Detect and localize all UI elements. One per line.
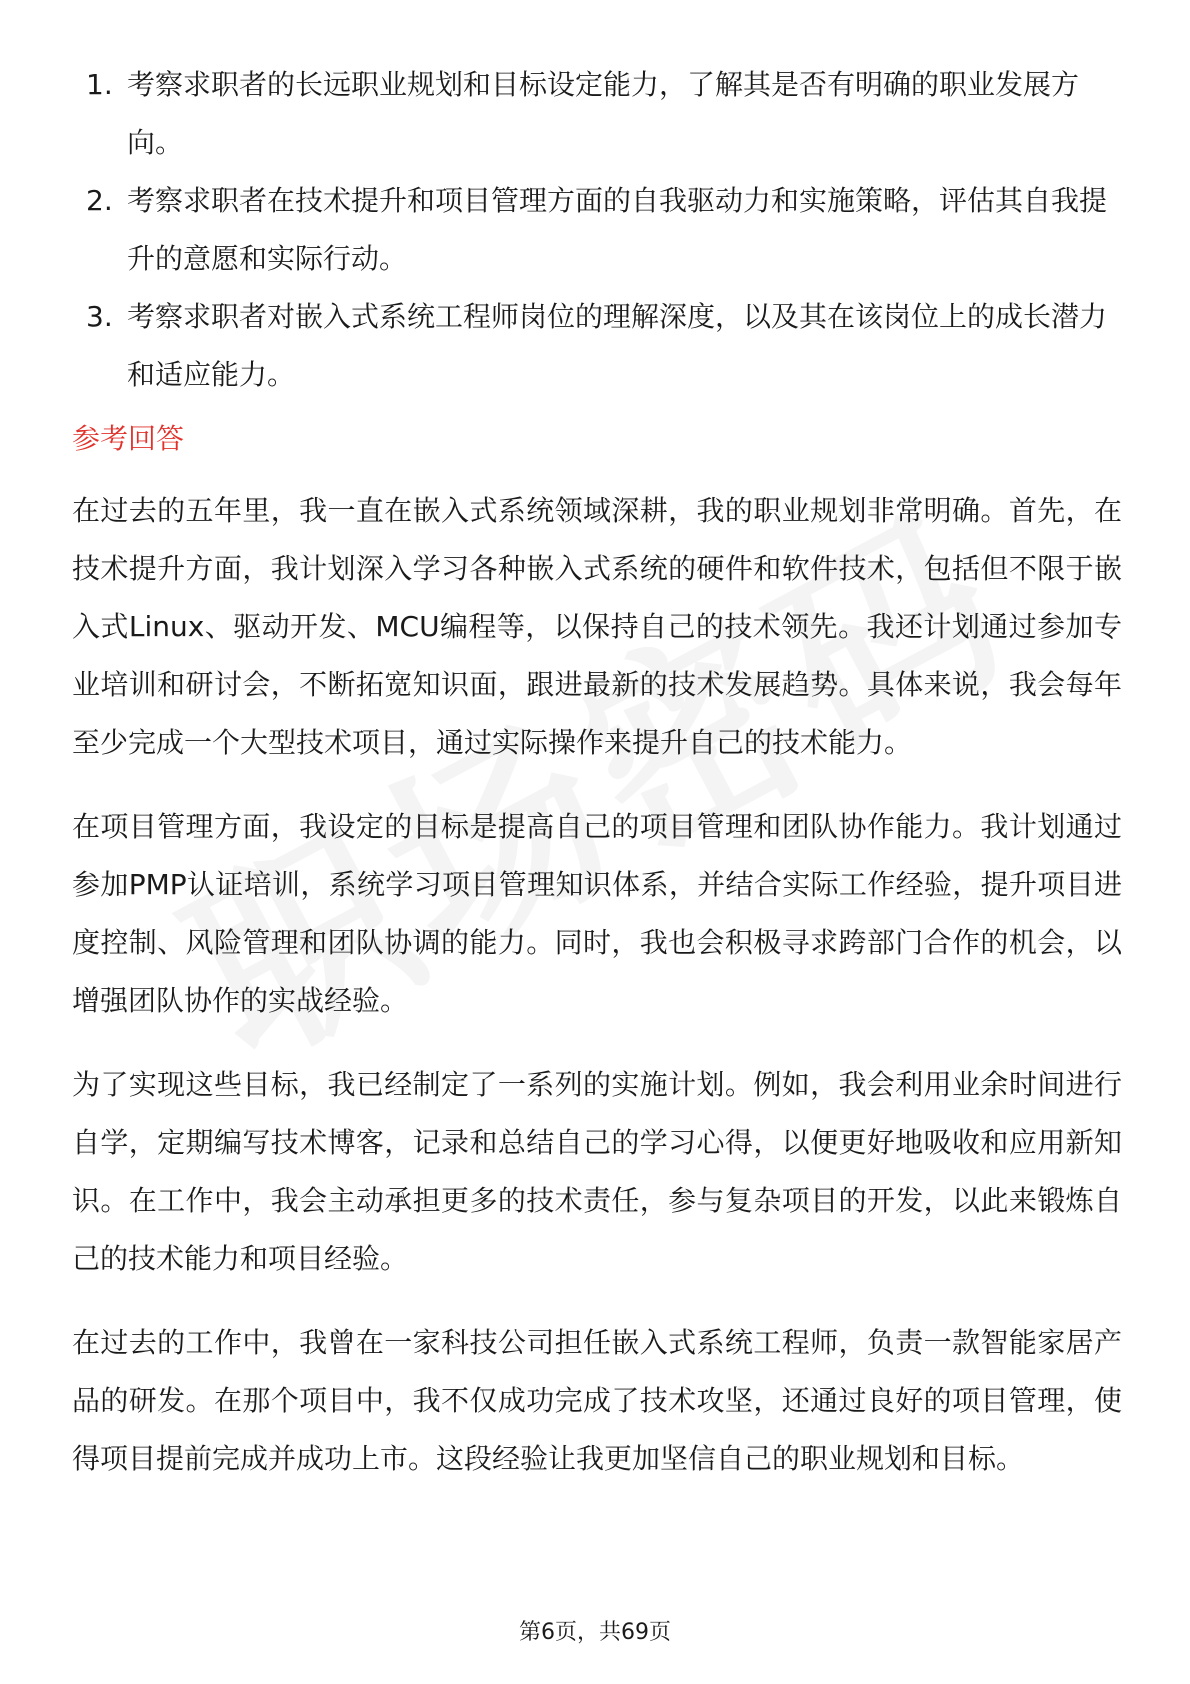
list-item-text: 考察求职者的长远职业规划和目标设定能力，了解其是否有明确的职业发展方向。	[127, 68, 1080, 159]
list-number: 1.	[86, 68, 113, 101]
list-item	[72, 288, 1122, 404]
section-title: 参考回答	[72, 422, 185, 455]
list-number: 2.	[86, 184, 113, 217]
criteria-list	[72, 56, 1122, 404]
page-content	[72, 56, 1122, 1488]
list-item	[72, 56, 1122, 172]
page-number-footer: 第6页，共69页	[519, 1620, 671, 1645]
list-item-text: 考察求职者在技术提升和项目管理方面的自我驱动力和实施策略，评估其自我提升的意愿和实际行动。	[127, 184, 1108, 275]
answer-paragraph: 在过去的工作中，我曾在一家科技公司担任嵌入式系统工程师，负责一款智能家居产品的研发。在那个项目中，我不仅成功完成了技术攻坚，还通过良好的项目管理，使得项目提前完成并成功上市。这段经验让我更加坚信自己的职业规划和目标。	[72, 1326, 1122, 1475]
list-number: 3.	[86, 300, 113, 333]
answer-paragraph: 为了实现这些目标，我已经制定了一系列的实施计划。例如，我会利用业余时间进行自学，定期编写技术博客，记录和总结自己的学习心得，以便更好地吸收和应用新知识。在工作中，我会主动承担更多的技术责任，参与复杂项目的开发，以此来锻炼自己的技术能力和项目经验。	[72, 1068, 1122, 1275]
list-item	[72, 172, 1122, 288]
answer-paragraph: 在项目管理方面，我设定的目标是提高自己的项目管理和团队协作能力。我计划通过参加PMP认证培训，系统学习项目管理知识体系，并结合实际工作经验，提升项目进度控制、风险管理和团队协调的能力。同时，我也会积极寻求跨部门合作的机会，以增强团队协作的实战经验。	[72, 810, 1122, 1017]
list-item-text: 考察求职者对嵌入式系统工程师岗位的理解深度，以及其在该岗位上的成长潜力和适应能力。	[127, 300, 1108, 391]
answer-paragraph: 在过去的五年里，我一直在嵌入式系统领域深耕，我的职业规划非常明确。首先，在技术提升方面，我计划深入学习各种嵌入式系统的硬件和软件技术，包括但不限于嵌入式Linux、驱动开发、MCU编程等，以保持自己的技术领先。我还计划通过参加专业培训和研讨会，不断拓宽知识面，跟进最新的技术发展趋势。具体来说，我会每年至少完成一个大型技术项目，通过实际操作来提升自己的技术能力。	[72, 494, 1122, 759]
